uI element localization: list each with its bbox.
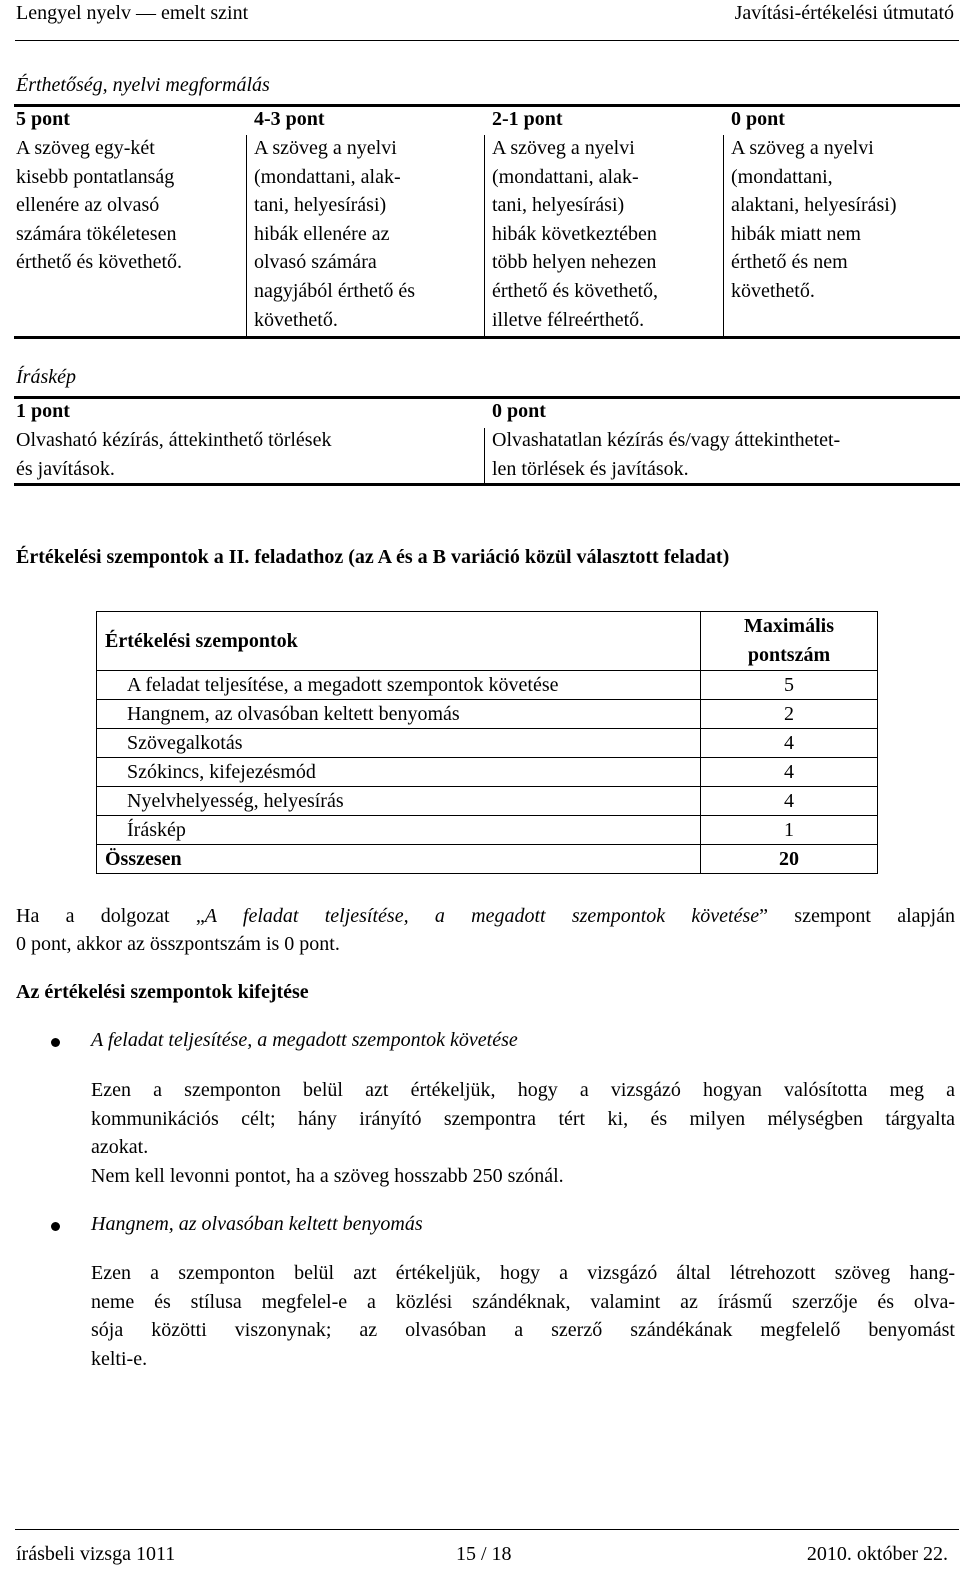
row-score: 4 bbox=[701, 729, 878, 758]
cell-line: érthető és nem bbox=[731, 251, 848, 274]
header-right: Javítási-értékelési útmutató bbox=[734, 2, 954, 24]
criteria-cell bbox=[492, 426, 840, 483]
item-body bbox=[91, 1259, 955, 1373]
header-score-line: pontszám bbox=[747, 644, 831, 666]
note-text: ” szempont alapján bbox=[759, 905, 955, 927]
body-line: Ezen a szemponton belül azt értékeljük, hogy a vizsgázó hogyan valósította meg a bbox=[91, 1079, 955, 1101]
header-score-line: Maximális bbox=[744, 615, 834, 637]
table-header-label: Értékelési szempontok bbox=[97, 612, 701, 671]
cell-line: és javítások. bbox=[16, 457, 115, 480]
criteria-cell bbox=[492, 134, 658, 334]
cell-line: illetve félreérthető. bbox=[492, 308, 645, 331]
cell-line: érthető és követhető. bbox=[16, 251, 183, 274]
row-score: 4 bbox=[701, 758, 878, 787]
cell-line: hibák ellenére az bbox=[254, 222, 390, 245]
column-divider bbox=[484, 135, 485, 338]
cell-line: ellenére az olvasó bbox=[16, 194, 160, 217]
body-line: Nem kell levonni pontot, ha a szöveg hosszabb 250 szónál. bbox=[91, 1164, 564, 1187]
column-divider bbox=[723, 135, 724, 338]
score-header: 2-1 pont bbox=[492, 108, 563, 130]
score-header: 1 pont bbox=[16, 400, 70, 422]
cell-line: Olvasható kézírás, áttekinthető törlések bbox=[16, 429, 332, 451]
section-title-kifejtes: Az értékelési szempontok kifejtése bbox=[16, 981, 309, 1003]
cell-line: nagyjából érthető és bbox=[254, 279, 416, 302]
row-score: 5 bbox=[701, 671, 878, 700]
header-left: Lengyel nyelv — emelt szint bbox=[16, 2, 249, 24]
cell-line: több helyen nehezen bbox=[492, 251, 657, 274]
table-top-rule bbox=[14, 104, 960, 107]
row-label: A feladat teljesítése, a megadott szempontok követése bbox=[97, 671, 701, 700]
section-title-ertekelesi-szempontok: Értékelési szempontok a II. feladathoz (az A és a B variáció közül választott feladat) bbox=[16, 546, 730, 568]
bullet-icon bbox=[51, 1222, 60, 1231]
bullet-icon bbox=[51, 1038, 60, 1047]
body-line: sója közötti viszonynak; az olvasóban a szerző szándékának megfelelő benyomást bbox=[91, 1319, 955, 1342]
table-row bbox=[97, 816, 878, 845]
table-header-score bbox=[701, 612, 878, 671]
score-header: 4-3 pont bbox=[254, 108, 325, 130]
footer-left: írásbeli vizsga 1011 bbox=[16, 1543, 176, 1565]
cell-line: alaktani, helyesírási) bbox=[731, 194, 897, 217]
cell-line: A szöveg a nyelvi bbox=[731, 137, 874, 159]
footer-rule bbox=[15, 1529, 959, 1530]
header-rule bbox=[15, 40, 959, 41]
footer-right: 2010. október 22. bbox=[806, 1543, 948, 1565]
body-line: kelti-e. bbox=[91, 1347, 148, 1370]
column-divider bbox=[246, 135, 247, 338]
cell-line: tani, helyesírási) bbox=[492, 194, 625, 217]
score-header: 0 pont bbox=[731, 108, 785, 130]
column-divider bbox=[484, 428, 485, 484]
table-top-rule bbox=[14, 396, 960, 399]
cell-line: kisebb pontatlanság bbox=[16, 165, 175, 188]
note-quote: A feladat teljesítése, a megadott szempontok követése bbox=[204, 905, 760, 927]
row-label: Hangnem, az olvasóban keltett benyomás bbox=[97, 700, 701, 729]
cell-line: A szöveg a nyelvi bbox=[492, 137, 635, 159]
footer-page-number: 15 / 18 bbox=[456, 1543, 512, 1565]
row-label: Íráskép bbox=[97, 816, 701, 845]
cell-line: (mondattani, alak- bbox=[254, 165, 401, 188]
cell-line: A szöveg a nyelvi bbox=[254, 137, 397, 159]
zero-score-note bbox=[16, 902, 955, 931]
row-score: 4 bbox=[701, 787, 878, 816]
cell-line: Olvashatatlan kézírás és/vagy áttekinthetet- bbox=[492, 429, 841, 451]
cell-line: hibák következtében bbox=[492, 222, 657, 245]
body-line: Ezen a szemponton belül azt értékeljük, hogy a vizsgázó által létrehozott szöveg hang- bbox=[91, 1262, 955, 1284]
cell-line: (mondattani, bbox=[731, 165, 833, 188]
row-score: 1 bbox=[701, 816, 878, 845]
score-header: 0 pont bbox=[492, 400, 546, 422]
cell-line: len törlések és javítások. bbox=[492, 457, 689, 480]
table-bottom-rule bbox=[14, 336, 960, 339]
criteria-cell bbox=[731, 134, 897, 306]
cell-line: számára tökéletesen bbox=[16, 222, 177, 245]
score-header: 5 pont bbox=[16, 108, 70, 130]
row-label: Szövegalkotás bbox=[97, 729, 701, 758]
cell-line: tani, helyesírási) bbox=[254, 194, 387, 217]
row-score: 2 bbox=[701, 700, 878, 729]
total-score: 20 bbox=[701, 845, 878, 874]
cell-line: hibák miatt nem bbox=[731, 222, 861, 245]
table-row bbox=[97, 700, 878, 729]
criteria-cell bbox=[16, 134, 182, 277]
criteria-table bbox=[96, 611, 878, 874]
body-line: kommunikációs célt; hány irányító szempontra tért ki, és milyen mélységben tárgyalta bbox=[91, 1107, 955, 1130]
criteria-cell bbox=[254, 134, 415, 334]
table-row bbox=[97, 671, 878, 700]
item-heading: Hangnem, az olvasóban keltett benyomás bbox=[91, 1213, 423, 1235]
cell-line: olvasó számára bbox=[254, 251, 377, 274]
cell-line: követhető. bbox=[731, 279, 815, 302]
cell-line: (mondattani, alak- bbox=[492, 165, 639, 188]
row-label: Nyelvhelyesség, helyesírás bbox=[97, 787, 701, 816]
section-title-erthetoseg: Érthetőség, nyelvi megformálás bbox=[16, 74, 270, 96]
row-label: Szókincs, kifejezésmód bbox=[97, 758, 701, 787]
cell-line: követhető. bbox=[254, 308, 338, 331]
zero-score-note-line2: 0 pont, akkor az összpontszám is 0 pont. bbox=[16, 933, 340, 955]
criteria-cell bbox=[16, 426, 331, 483]
table-row bbox=[97, 729, 878, 758]
table-total-row bbox=[97, 845, 878, 874]
table-row bbox=[97, 787, 878, 816]
item-body bbox=[91, 1076, 955, 1190]
cell-line: érthető és követhető, bbox=[492, 279, 659, 302]
body-line: azokat. bbox=[91, 1136, 149, 1159]
note-text: Ha a dolgozat „ bbox=[16, 905, 205, 927]
table-bottom-rule bbox=[14, 483, 960, 486]
section-title-iraskep: Íráskép bbox=[16, 366, 76, 388]
total-label: Összesen bbox=[97, 845, 701, 874]
item-heading: A feladat teljesítése, a megadott szempontok követése bbox=[91, 1029, 518, 1051]
table-header-row bbox=[97, 612, 878, 671]
table-row bbox=[97, 758, 878, 787]
cell-line: A szöveg egy-két bbox=[16, 137, 155, 159]
body-line: neme és stílusa megfelel-e a közlési szándéknak, valamint az írásmű szerzője és olva- bbox=[91, 1290, 955, 1313]
